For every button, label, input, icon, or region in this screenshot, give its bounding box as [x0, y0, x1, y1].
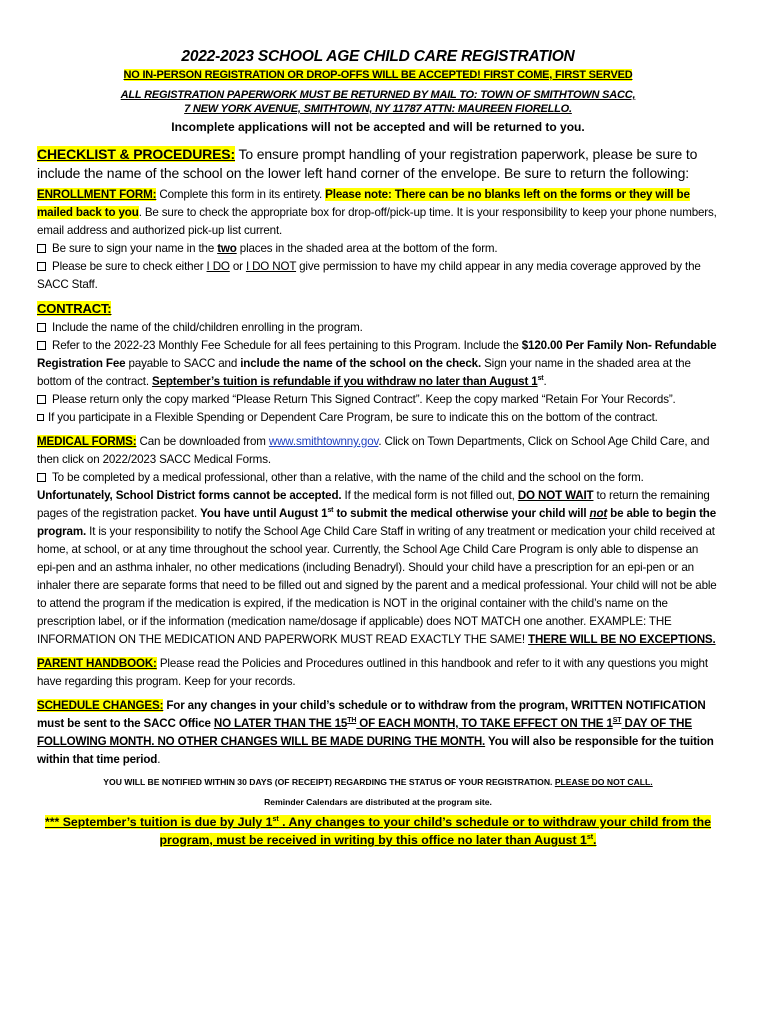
- enrollment-section: ENROLLMENT FORM: Complete this form in its entirety. Please note: There can be no blanks left on the forms or they will be mailed back to you. Be sure to check the appropriate box for drop-off/pick-up time. It is your responsibility to keep your phone numbers, email address and authorized pick-up list current.: [37, 188, 717, 237]
- notice-no-in-person: NO IN-PERSON REGISTRATION OR DROP-OFFS WILL BE ACCEPTED! FIRST COME, FIRST SERVED: [123, 69, 633, 81]
- checkbox-icon: [37, 414, 44, 421]
- notice-mail-address: ALL REGISTRATION PAPERWORK MUST BE RETURNED BY MAIL TO: TOWN OF SMITHTOWN SACC, 7 NEW YORK AVENUE, SMITHTOWN, NY 11787 ATTN: MAUREEN FIORELLO.: [120, 89, 636, 115]
- checkbox-icon: [37, 395, 46, 404]
- notification-notice: YOU WILL BE NOTIFIED WITHIN 30 DAYS (OF RECEIPT) REGARDING THE STATUS OF YOUR REGISTRATION. PLEASE DO NOT CALL.: [103, 777, 653, 787]
- enrollment-heading: ENROLLMENT FORM:: [37, 188, 157, 201]
- website-link[interactable]: www.smithtownny.gov: [268, 435, 379, 448]
- list-item: Be sure to sign your name in the two places in the shaded area at the bottom of the form.: [37, 240, 719, 258]
- list-item: If you participate in a Flexible Spending or Dependent Care Program, be sure to indicate this on the bottom of the contract.: [37, 409, 719, 427]
- final-notice: *** September’s tuition is due by July 1st . Any changes to your child’s schedule or to withdraw your child from the program, must be received in writing by this office no later than August 1st.: [44, 815, 712, 847]
- checklist-heading: CHECKLIST & PROCEDURES:: [37, 146, 236, 162]
- checklist-section: CHECKLIST & PROCEDURES: To ensure prompt handling of your registration paperwork, please be sure to include the name of the school on the lower left hand corner of the envelope. Be sure to return the following:: [37, 146, 698, 181]
- schedule-section: SCHEDULE CHANGES: For any changes in your child’s schedule or to withdraw from the program, WRITTEN NOTIFICATION must be sent to the SACC Office NO LATER THAN THE 15TH OF EACH MONTH, TO TAKE EFFECT ON THE 1ST DAY OF THE FOLLOWING MONTH. NO OTHER CHANGES WILL BE MADE DURING THE MONTH. You will also be responsible for the tuition within that time period.: [37, 699, 714, 766]
- list-item: Refer to the 2022-23 Monthly Fee Schedule for all fees pertaining to this Program. Include the $120.00 Per Family Non- Refundable Registration Fee payable to SACC and include the name of the school on the check. Sign your name in the shaded area at the bottom of the contract. September’s tuition is refundable if you withdraw no later than August 1st.: [37, 339, 717, 388]
- checkbox-icon: [37, 323, 46, 332]
- registration-document: [37, 48, 719, 849]
- reminder-notice: Reminder Calendars are distributed at the program site.: [264, 797, 492, 807]
- checkbox-icon: [37, 244, 46, 253]
- page-title: 2022-2023 SCHOOL AGE CHILD CARE REGISTRATION: [181, 48, 575, 65]
- schedule-heading: SCHEDULE CHANGES:: [37, 699, 164, 712]
- contract-section: [37, 300, 719, 319]
- medical-section: MEDICAL FORMS: Can be downloaded from www.smithtownny.gov. Click on Town Departments, Click on School Age Child Care, and then click on 2022/2023 SACC Medical Forms.: [37, 435, 710, 466]
- list-item: Please be sure to check either I DO or I DO NOT give permission to have my child appear in any media coverage approved by the SACC Staff.: [37, 260, 701, 291]
- contract-heading: CONTRACT:: [37, 301, 112, 316]
- handbook-heading: PARENT HANDBOOK:: [37, 657, 157, 670]
- notice-incomplete: Incomplete applications will not be accepted and will be returned to you.: [171, 120, 585, 134]
- checkbox-icon: [37, 262, 46, 271]
- medical-heading: MEDICAL FORMS:: [37, 435, 137, 448]
- list-item: To be completed by a medical professional, other than a relative, with the name of the child and the school on the form. Unfortunately, School District forms cannot be accepted. If the medical form is not filled out, DO NOT WAIT to return the remaining pages of the registration packet. You have until August 1st to submit the medical otherwise your child will not be able to begin the program. It is your responsibility to notify the School Age Child Care Staff in writing of any treatment or medication your child received at home, at school, or at any time throughout the school year. Currently, the School Age Child Care Program is only able to dispense an epi-pen and an asthma inhaler, no other medications (including Benadryl). Should your child have a prescription for an epi-pen or an inhaler there are separate forms that need to be filled out and signed by the parent and a medical professional. Your child will not be able to attend the program if the medication is expired, if the medication is NOT in the original container with the child’s name on the prescription label, or if the information (medication name/dosage if applicable) does NOT MATCH one another. EXAMPLE: THE INFORMATION ON THE MEDICATION AND PAPERWORK MUST READ EXACTLY THE SAME! THERE WILL BE NO EXCEPTIONS.: [37, 471, 717, 646]
- list-item: Please return only the copy marked “Please Return This Signed Contract”. Keep the copy marked “Retain For Your Records”.: [37, 391, 719, 409]
- handbook-section: PARENT HANDBOOK: Please read the Policies and Procedures outlined in this handbook and refer to it with any questions you might have regarding this program. Keep for your records.: [37, 657, 708, 688]
- list-item: Include the name of the child/children enrolling in the program.: [37, 319, 719, 337]
- checkbox-icon: [37, 473, 46, 482]
- checkbox-icon: [37, 341, 46, 350]
